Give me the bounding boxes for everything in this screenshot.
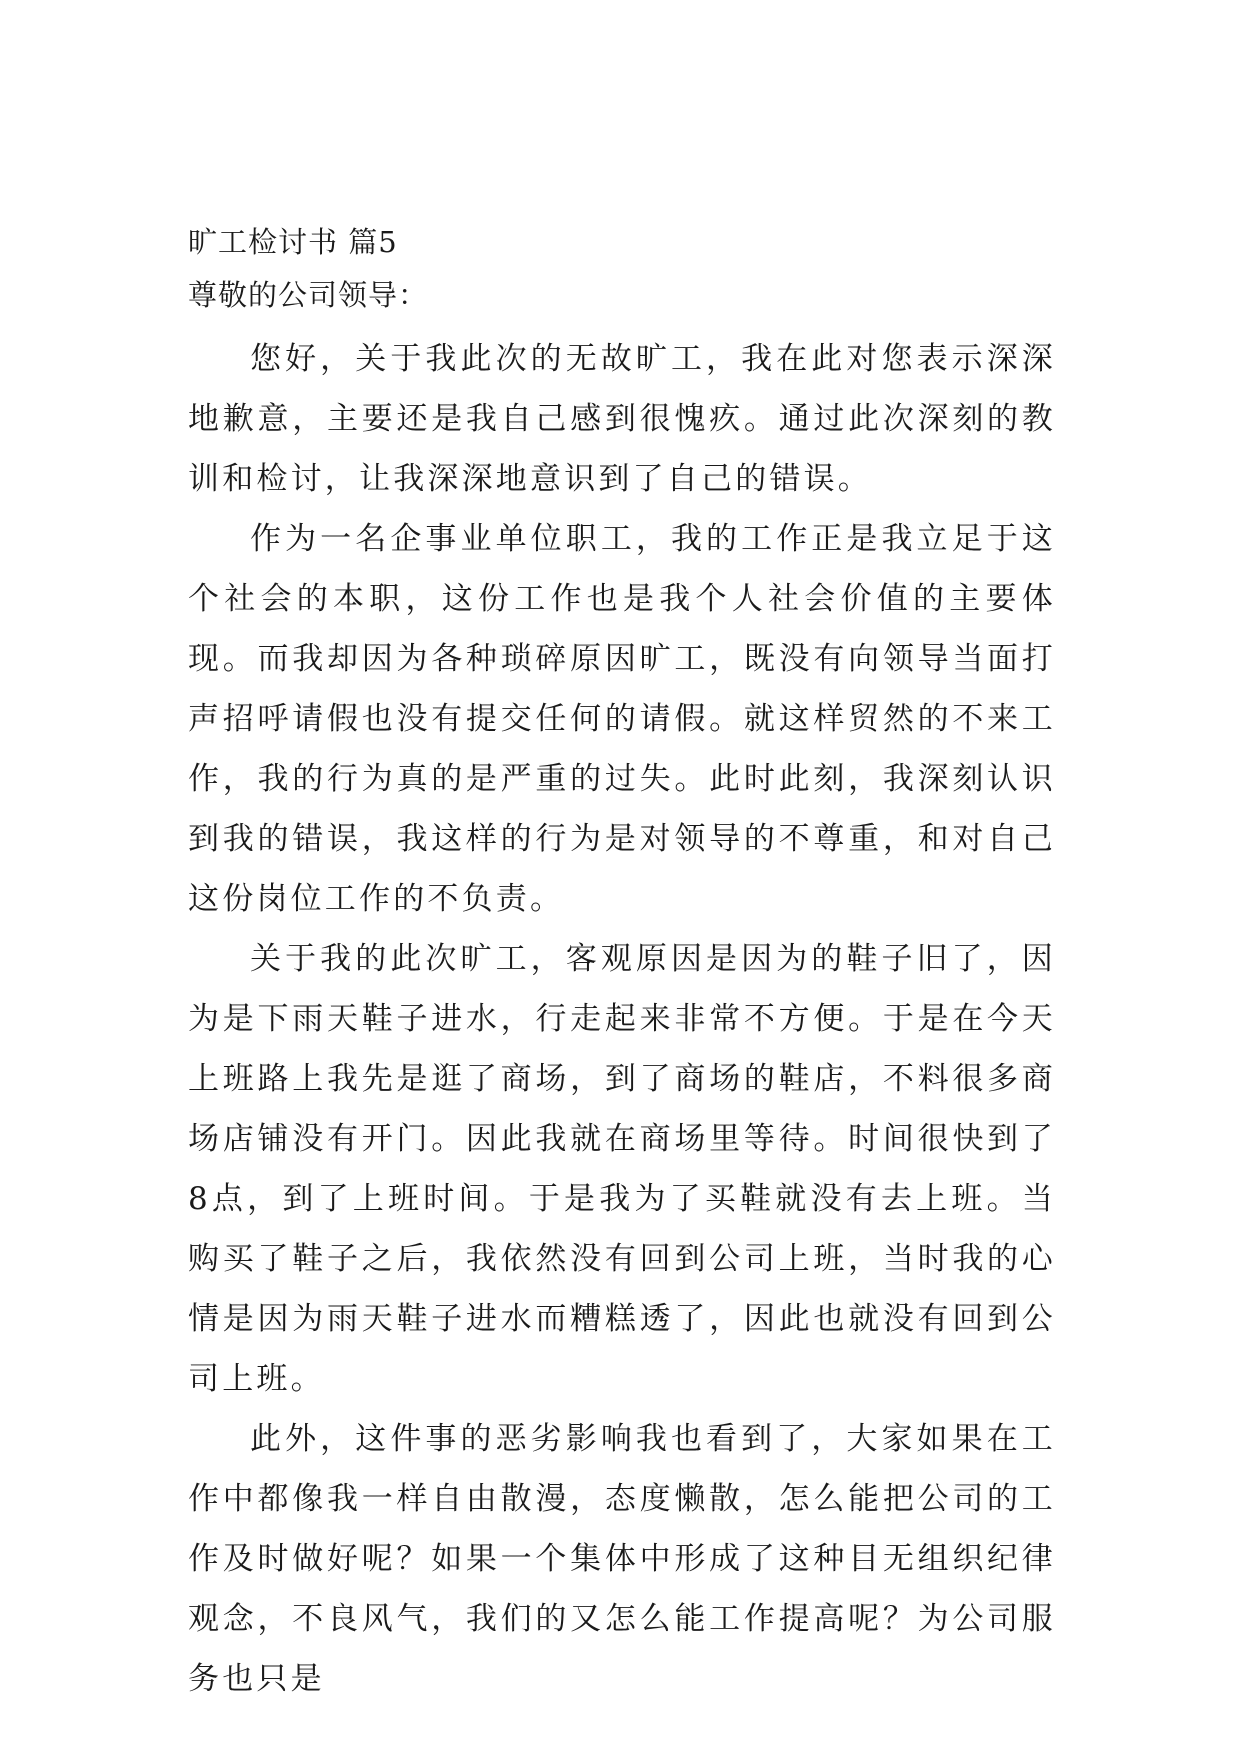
paragraph-3: 关于我的此次旷工，客观原因是因为的鞋子旧了，因为是下雨天鞋子进水，行走起来非常不方便。于是在今天上班路上我先是逛了商场，到了商场的鞋店，不料很多商场店铺没有开门。因此我就在商场里等待。时间很快到了8点，到了上班时间。于是我为了买鞋就没有去上班。当购买了鞋子之后，我依然没有回到公司上班，当时我的心情是因为雨天鞋子进水而糟糕透了，因此也就没有回到公司上班。 bbox=[188, 941, 1056, 1397]
document-title: 旷工检讨书 篇5 bbox=[188, 225, 398, 259]
paragraph-4: 此外，这件事的恶劣影响我也看到了，大家如果在工作中都像我一样自由散漫，态度懒散，怎么能把公司的工作及时做好呢？如果一个集体中形成了这种目无组织纪律观念，不良风气，我们的又怎么能工作提高呢？为公司服务也只是 bbox=[188, 1421, 1056, 1697]
salutation: 尊敬的公司领导： bbox=[188, 278, 429, 312]
paragraph-2: 作为一名企事业单位职工，我的工作正是我立足于这个社会的本职，这份工作也是我个人社会价值的主要体现。而我却因为各种琐碎原因旷工，既没有向领导当面打声招呼请假也没有提交任何的请假。就这样贸然的不来工作，我的行为真的是严重的过失。此时此刻，我深刻认识到我的错误，我这样的行为是对领导的不尊重，和对自己这份岗位工作的不负责。 bbox=[188, 521, 1056, 917]
document-body bbox=[188, 329, 1056, 1709]
paragraph-1: 您好，关于我此次的无故旷工，我在此对您表示深深地歉意，主要还是我自己感到很愧疚。通过此次深刻的教训和检讨，让我深深地意识到了自己的错误。 bbox=[188, 341, 1056, 497]
